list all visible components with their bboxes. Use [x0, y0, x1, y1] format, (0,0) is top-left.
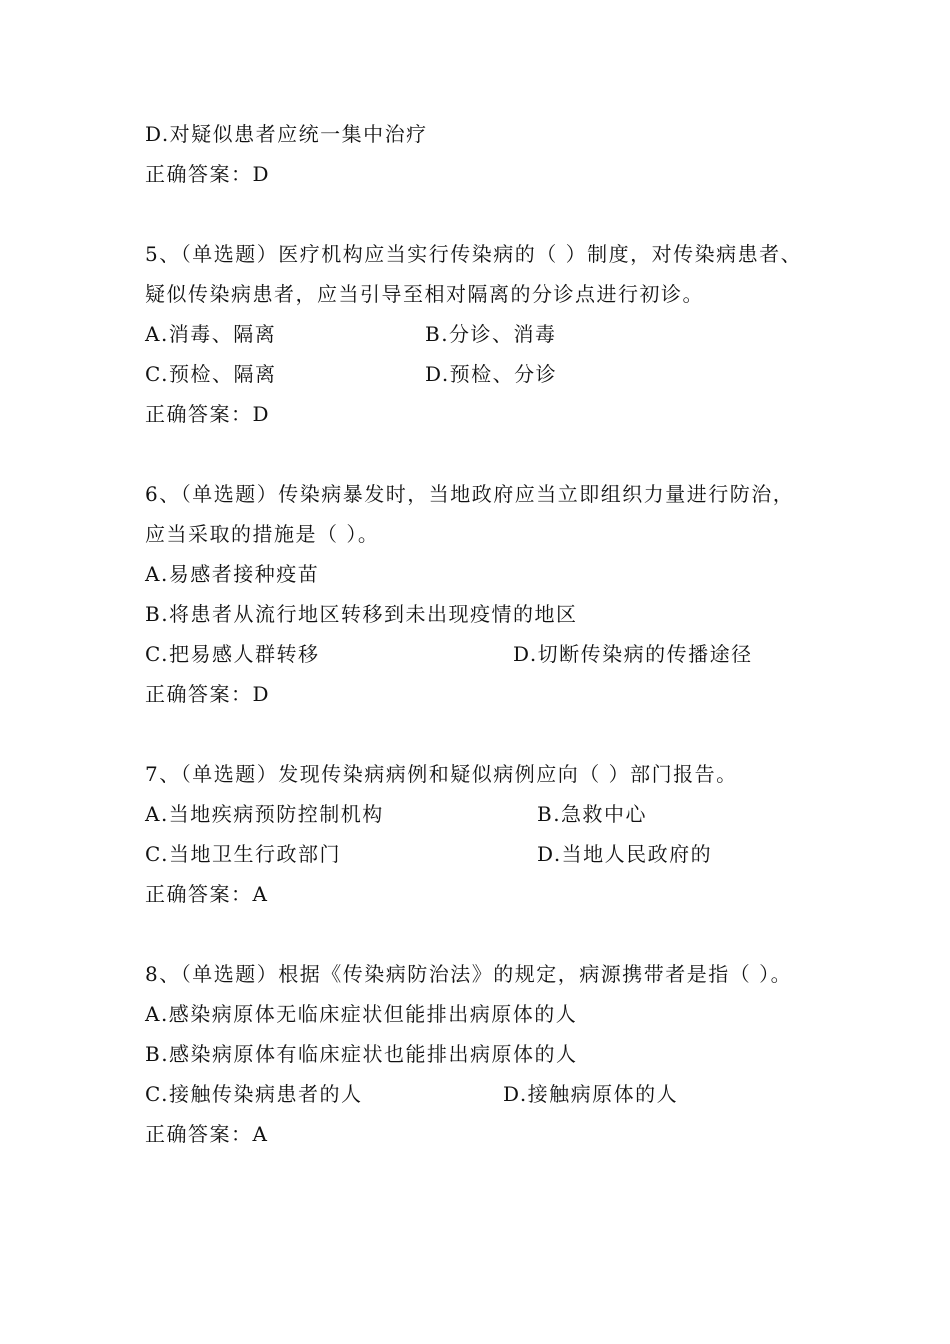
q5-answer: 正确答案：D [145, 402, 271, 426]
q5-option-b: B.分诊、消毒 [425, 322, 557, 346]
q6-answer: 正确答案：D [145, 682, 271, 706]
q8-option-c: C.接触传染病患者的人 [145, 1082, 363, 1106]
q5-option-row-1 [145, 322, 557, 346]
q7-option-row-1 [145, 802, 648, 826]
q7-stem-line-1: 7、（单选题）发现传染病病例和疑似病例应向（ ）部门报告。 [145, 762, 738, 786]
q7-option-c: C.当地卫生行政部门 [145, 842, 341, 866]
q8-answer: 正确答案：A [145, 1122, 269, 1146]
q8-option-row-cd [145, 1082, 679, 1106]
q7-answer: 正确答案：A [145, 882, 269, 906]
q6-option-d: D.切断传染病的传播途径 [513, 642, 753, 666]
q6-stem-line-2: 应当采取的措施是（ ）。 [145, 522, 380, 546]
prev-answer: 正确答案：D [145, 162, 271, 186]
q6-option-c: C.把易感人群转移 [145, 642, 320, 666]
q8-option-a: A.感染病原体无临床症状但能排出病原体的人 [145, 1002, 578, 1026]
prev-option-d: D.对疑似患者应统一集中治疗 [145, 122, 428, 146]
q7-option-b: B.急救中心 [537, 802, 648, 826]
q6-option-row-cd [145, 642, 753, 666]
q6-option-b: B.将患者从流行地区转移到未出现疫情的地区 [145, 602, 578, 626]
q7-option-d: D.当地人民政府的 [537, 842, 713, 866]
q5-stem-line-2: 疑似传染病患者，应当引导至相对隔离的分诊点进行初诊。 [145, 282, 704, 306]
q5-option-c: C.预检、隔离 [145, 362, 277, 386]
q5-option-a: A.消毒、隔离 [145, 322, 277, 346]
q7-option-a: A.当地疾病预防控制机构 [145, 802, 384, 826]
q8-stem-line-1: 8、（单选题）根据《传染病防治法》的规定，病源携带者是指（ ）。 [145, 962, 793, 986]
q7-option-row-2 [145, 842, 713, 866]
q6-option-a: A.易感者接种疫苗 [145, 562, 320, 586]
q5-option-d: D.预检、分诊 [425, 362, 558, 386]
q5-stem-line-1: 5、（单选题）医疗机构应当实行传染病的（ ）制度，对传染病患者、 [145, 242, 803, 266]
q8-option-d: D.接触病原体的人 [503, 1082, 679, 1106]
q6-stem-line-1: 6、（单选题）传染病暴发时，当地政府应当立即组织力量进行防治， [145, 482, 795, 506]
q5-option-row-2 [145, 362, 558, 386]
q8-option-b: B.感染病原体有临床症状也能排出病原体的人 [145, 1042, 578, 1066]
